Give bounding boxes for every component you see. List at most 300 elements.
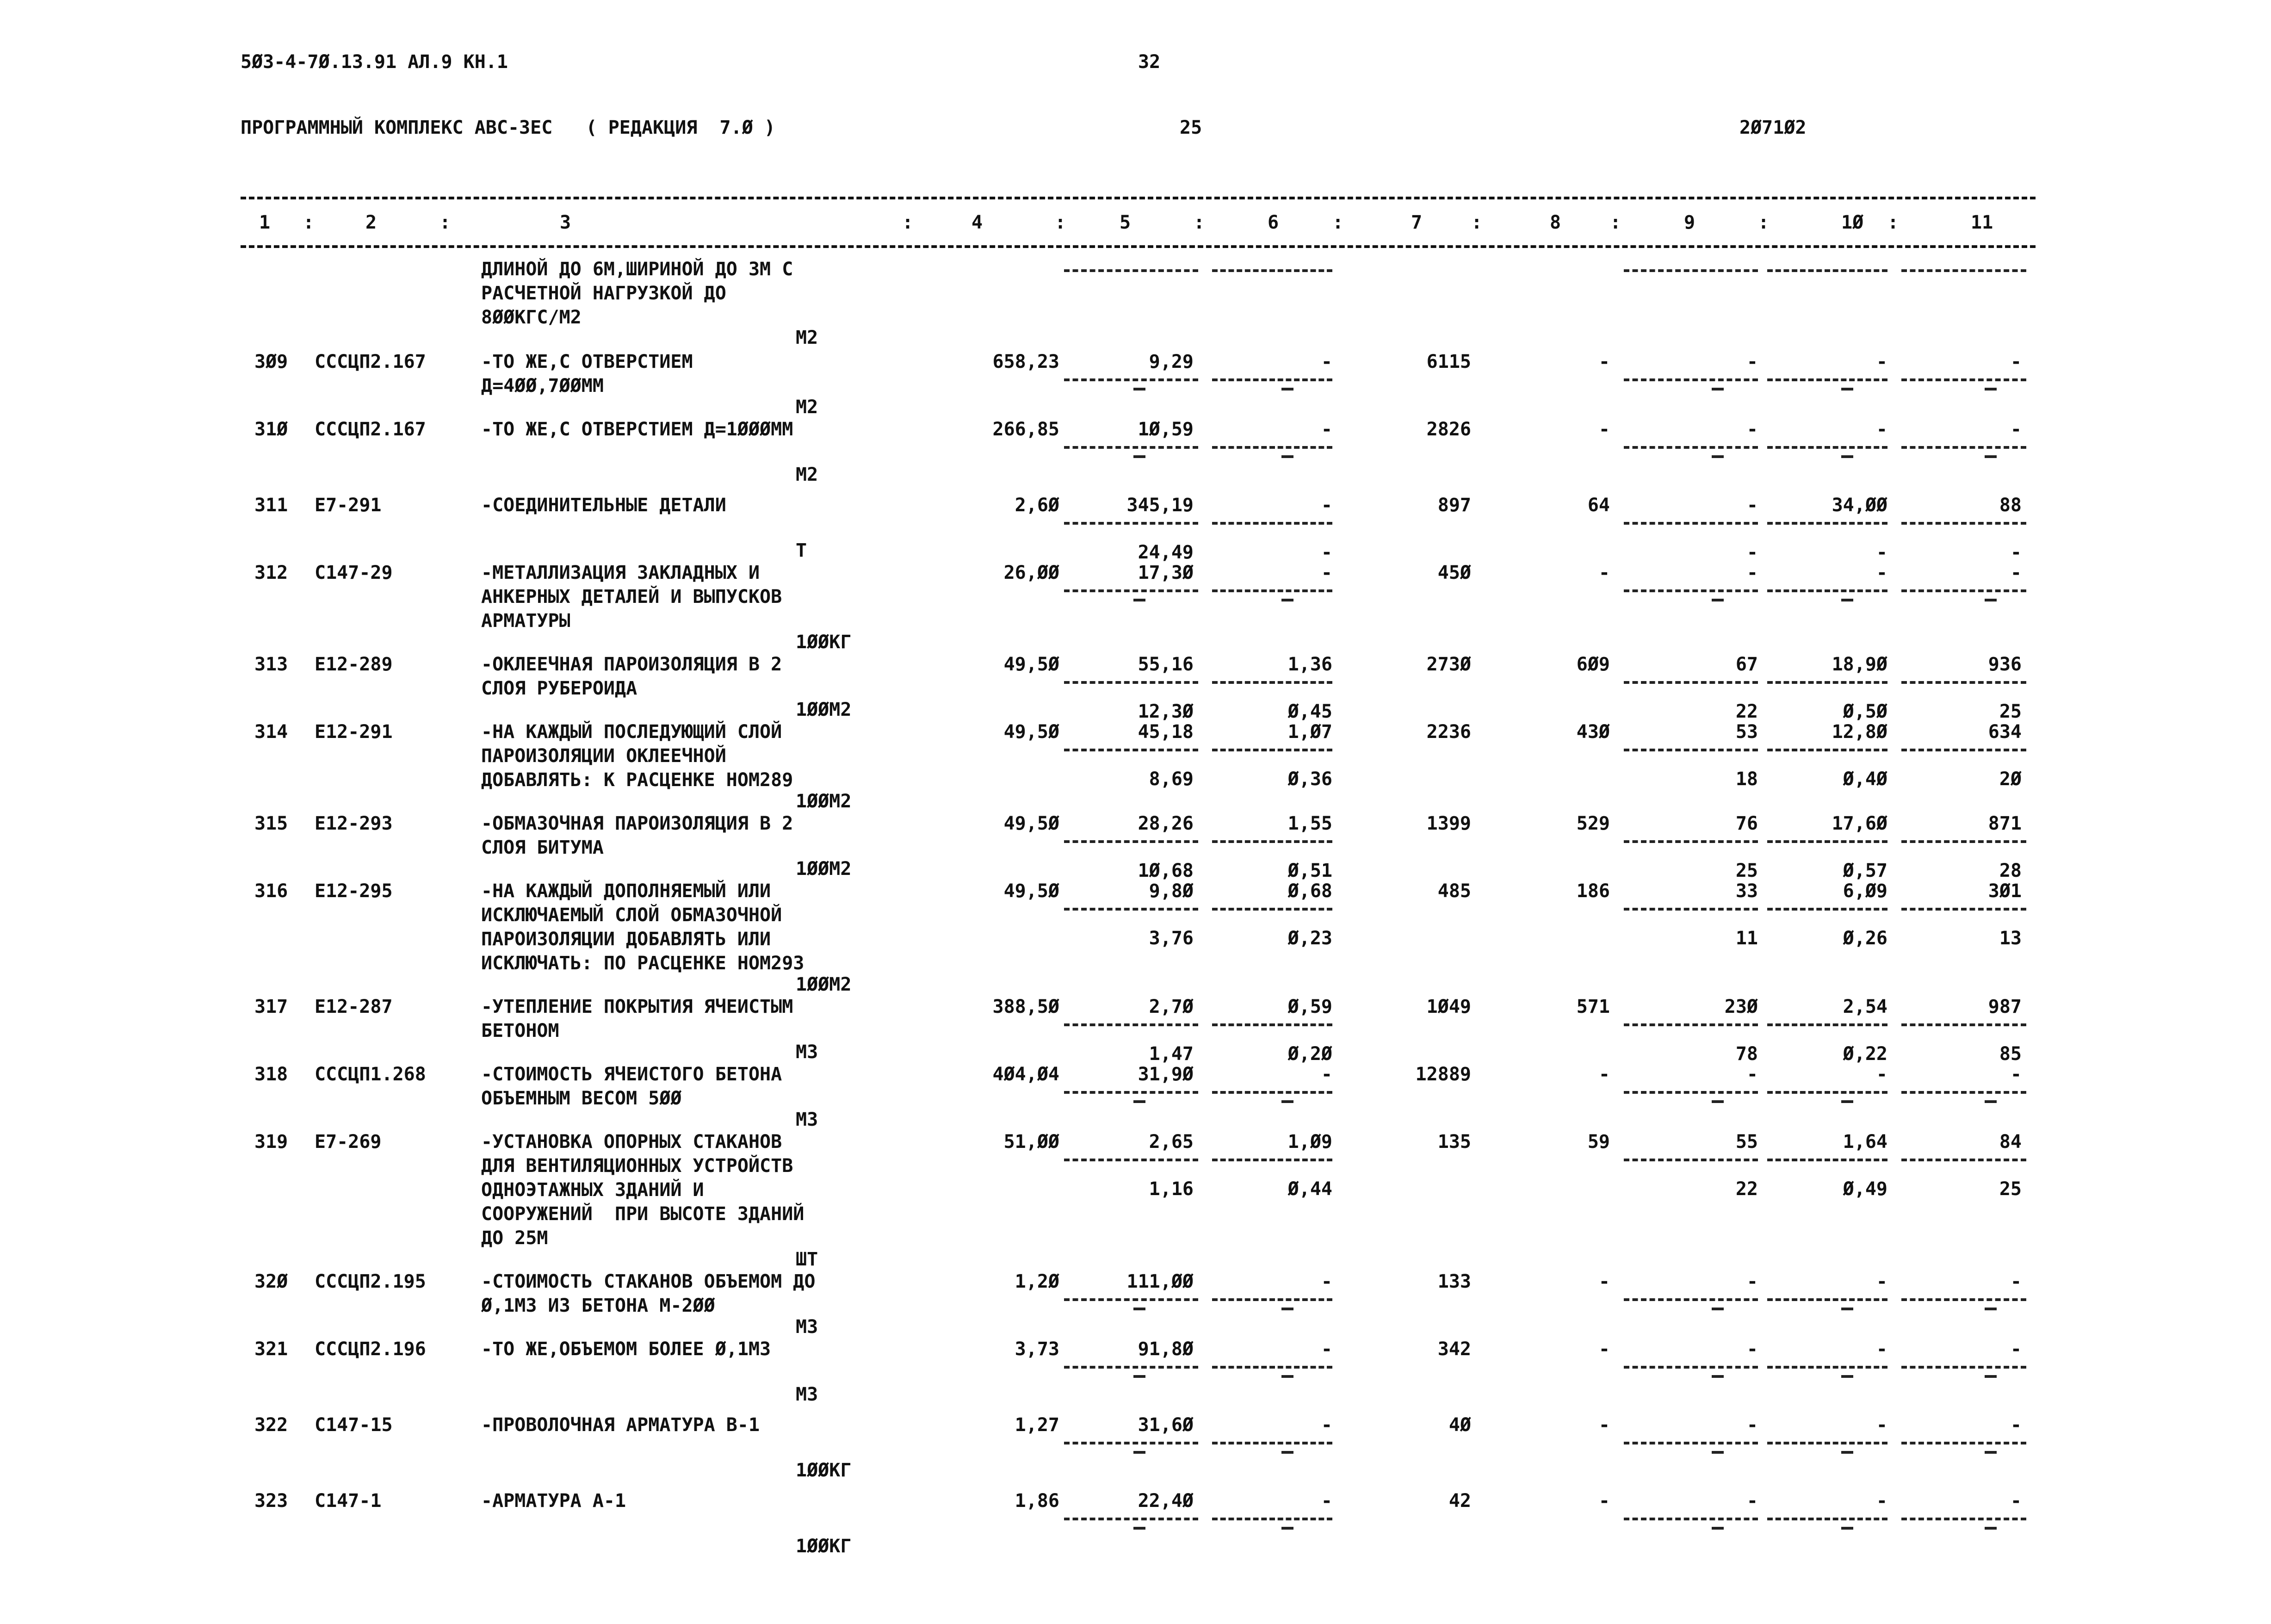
measure-unit: Т xyxy=(796,540,807,561)
unit-cost-value: 345,19 xyxy=(1126,495,1194,516)
measure-unit: 1ØØМ2 xyxy=(796,974,852,995)
work-description-line: Ø,1М3 ИЗ БЕТОНА М-2ØØ xyxy=(481,1295,715,1316)
column-header-7: 7 xyxy=(1411,212,1423,233)
labor-value: - xyxy=(1876,1339,1887,1360)
empty-value-marker xyxy=(1712,388,1724,391)
quantity-value: 266,85 xyxy=(992,419,1059,440)
machine-cost-value: - xyxy=(1746,1339,1758,1360)
unit-cost-machine-value: 1,47 xyxy=(1149,1043,1194,1065)
wages-value: 1,Ø7 xyxy=(1287,721,1332,743)
wages-machine-value: Ø,36 xyxy=(1287,769,1332,790)
quantity-value: 4Ø4,Ø4 xyxy=(992,1064,1059,1085)
quantity-value: 51,ØØ xyxy=(1003,1131,1059,1153)
subtotal-rule xyxy=(1767,522,1887,525)
column-header-9: 9 xyxy=(1684,212,1696,233)
work-description-line: -ОКЛЕЕЧНАЯ ПАРОИЗОЛЯЦИЯ В 2 xyxy=(481,654,782,675)
subtotal-rule xyxy=(1064,908,1198,911)
subtotal-rule xyxy=(1901,1091,2026,1094)
subtotal-rule xyxy=(1767,1442,1887,1444)
work-description-line: -ТО ЖЕ,ОБЪЕМОМ БОЛЕЕ Ø,1М3 xyxy=(481,1339,771,1360)
labor-total-value: 936 xyxy=(1988,654,2022,675)
subtotal-rule xyxy=(1624,681,1758,684)
labor-value: 17,6Ø xyxy=(1832,813,1887,834)
empty-value-marker xyxy=(1841,455,1853,458)
work-description-line: -ПРОВОЛОЧНАЯ АРМАТУРА В-1 xyxy=(481,1414,760,1436)
subtotal-rule xyxy=(1212,1298,1332,1301)
empty-value-marker xyxy=(1985,1308,1997,1310)
empty-value-marker xyxy=(1133,1527,1145,1530)
quantity-value: 49,5Ø xyxy=(1003,721,1059,743)
total-cost-value: 135 xyxy=(1437,1131,1471,1153)
sheet-number: 25 xyxy=(1180,117,1202,138)
subtotal-rule xyxy=(1767,1366,1887,1369)
price-code: С147-29 xyxy=(315,562,393,583)
empty-value-marker xyxy=(1841,1100,1853,1103)
price-code: СССЦП2.167 xyxy=(315,419,426,440)
labor-machine-value: Ø,49 xyxy=(1843,1178,1887,1200)
price-code: СССЦП2.195 xyxy=(315,1271,426,1292)
price-code: Е12-295 xyxy=(315,880,393,902)
labor-value: - xyxy=(1876,1414,1887,1436)
wages-value: - xyxy=(1321,1064,1332,1085)
labor-total-value: 84 xyxy=(1999,1131,2022,1153)
unit-cost-value: 1Ø,59 xyxy=(1138,419,1194,440)
column-header-11: 11 xyxy=(1971,212,1993,233)
labor-total-value: - xyxy=(2010,1064,2022,1085)
work-description-line: -УТЕПЛЕНИЕ ПОКРЫТИЯ ЯЧЕИСТЫМ xyxy=(481,996,793,1017)
labor-total-value: - xyxy=(2010,1271,2022,1292)
machine-wages-value: 78 xyxy=(1735,1043,1758,1065)
subtotal-rule xyxy=(1064,1366,1198,1369)
machine-cost-value: 23Ø xyxy=(1724,996,1758,1017)
labor-machine-value: Ø,26 xyxy=(1843,928,1887,949)
unit-cost-machine-value: 8,69 xyxy=(1149,769,1194,790)
continuation-description-line: РАСЧЕТНОЙ НАГРУЗКОЙ ДО xyxy=(481,283,726,304)
work-description-line: -НА КАЖДЫЙ ДОПОЛНЯЕМЫЙ ИЛИ xyxy=(481,880,771,902)
machine-cost-value: - xyxy=(1746,1064,1758,1085)
unit-cost-machine-value: 1,16 xyxy=(1149,1178,1194,1200)
measure-unit: 1ØØМ2 xyxy=(796,858,852,880)
quantity-value: 1,27 xyxy=(1015,1414,1059,1436)
subtotal-rule xyxy=(1624,1023,1758,1026)
empty-value-marker xyxy=(1712,1100,1724,1103)
subtotal-rule xyxy=(1767,446,1887,449)
work-description-line: СЛОЯ РУБЕРОИДА xyxy=(481,678,637,699)
labor-total-value: - xyxy=(2010,1490,2022,1512)
subtotal-rule xyxy=(1624,840,1758,843)
row-number: 311 xyxy=(254,495,288,516)
labor-machine-value: Ø,57 xyxy=(1843,860,1887,881)
empty-value-marker xyxy=(1281,1100,1293,1103)
labor-machine-total-value: 25 xyxy=(1999,1178,2022,1200)
subtotal-rule xyxy=(1624,1159,1758,1161)
quantity-value: 3,73 xyxy=(1015,1339,1059,1360)
document-code: 5Ø3-4-7Ø.13.91 АЛ.9 КН.1 xyxy=(241,51,508,73)
empty-value-marker xyxy=(1985,388,1997,391)
total-cost-value: 2826 xyxy=(1426,419,1471,440)
labor-total-value: - xyxy=(2010,562,2022,583)
subtotal-rule xyxy=(1624,1298,1758,1301)
labor-value: - xyxy=(1876,419,1887,440)
machine-cost-value: - xyxy=(1746,495,1758,516)
unit-cost-value: 22,4Ø xyxy=(1138,1490,1194,1512)
row-number: 318 xyxy=(254,1064,288,1085)
wages-value: - xyxy=(1321,419,1332,440)
subtotal-rule xyxy=(1064,378,1198,381)
empty-value-marker xyxy=(1712,1375,1724,1378)
subtotal-rule xyxy=(1767,378,1887,381)
wages-machine-value: Ø,44 xyxy=(1287,1178,1332,1200)
price-code: Е7-291 xyxy=(315,495,382,516)
empty-value-marker xyxy=(1281,388,1293,391)
work-description-line: ИСКЛЮЧАЕМЫЙ СЛОЙ ОБМАЗОЧНОЙ xyxy=(481,905,782,926)
total-wages-value: - xyxy=(1598,562,1610,583)
labor-machine-total-value: 85 xyxy=(1999,1043,2022,1065)
wages-machine-value: Ø,2Ø xyxy=(1287,1043,1332,1065)
subtotal-rule xyxy=(1212,378,1332,381)
labor-machine-total-value: - xyxy=(2010,542,2022,563)
total-wages-value: - xyxy=(1598,1490,1610,1512)
wages-machine-value: Ø,23 xyxy=(1287,928,1332,949)
unit-cost-value: 2,7Ø xyxy=(1149,996,1194,1017)
labor-value: 18,9Ø xyxy=(1832,654,1887,675)
subtotal-rule xyxy=(1901,1298,2026,1301)
continuation-description-line: 8ØØКГС/М2 xyxy=(481,307,582,328)
column-header-3: 3 xyxy=(560,212,571,233)
measure-unit: 1ØØКГ xyxy=(796,1536,852,1557)
subtotal-rule xyxy=(1064,1298,1198,1301)
subtotal-rule xyxy=(1624,589,1758,592)
quantity-value: 26,ØØ xyxy=(1003,562,1059,583)
empty-value-marker xyxy=(1133,455,1145,458)
measure-unit: ШТ xyxy=(796,1249,818,1270)
machine-cost-value: - xyxy=(1746,1414,1758,1436)
column-header-6: 6 xyxy=(1268,212,1279,233)
labor-total-value: 987 xyxy=(1988,996,2022,1017)
column-header-1: 1 xyxy=(259,212,271,233)
machine-cost-value: 76 xyxy=(1735,813,1758,834)
row-number: 321 xyxy=(254,1339,288,1360)
unit-cost-value: 55,16 xyxy=(1138,654,1194,675)
subtotal-rule xyxy=(1212,1366,1332,1369)
labor-total-value: 88 xyxy=(1999,495,2022,516)
subtotal-rule xyxy=(1212,446,1332,449)
empty-value-marker xyxy=(1133,599,1145,601)
machine-cost-value: 33 xyxy=(1735,880,1758,902)
subtotal-rule xyxy=(1212,908,1332,911)
subtotal-rule xyxy=(1767,1159,1887,1161)
quantity-value: 388,5Ø xyxy=(992,996,1059,1017)
column-separator: : xyxy=(1758,212,1770,233)
machine-cost-value: - xyxy=(1746,351,1758,372)
work-description-line: ДОБАВЛЯТЬ: К РАСЦЕНКЕ НОМ289 xyxy=(481,769,793,791)
unit-cost-value: 17,3Ø xyxy=(1138,562,1194,583)
quantity-value: 1,86 xyxy=(1015,1490,1059,1512)
row-number: 312 xyxy=(254,562,288,583)
subtotal-rule xyxy=(1624,269,1758,272)
total-wages-value: - xyxy=(1598,1271,1610,1292)
work-description-line: АРМАТУРЫ xyxy=(481,610,570,632)
total-wages-value: 43Ø xyxy=(1576,721,1610,743)
column-header-10: 1Ø xyxy=(1841,212,1864,233)
subtotal-rule xyxy=(1064,749,1198,751)
subtotal-rule xyxy=(1624,1442,1758,1444)
labor-machine-value: Ø,5Ø xyxy=(1843,701,1887,722)
subtotal-rule xyxy=(1212,1159,1332,1161)
price-code: Е12-291 xyxy=(315,721,393,743)
unit-cost-machine-value: 12,3Ø xyxy=(1138,701,1194,722)
labor-machine-value: Ø,22 xyxy=(1843,1043,1887,1065)
subtotal-rule xyxy=(1767,1023,1887,1026)
labor-value: - xyxy=(1876,1490,1887,1512)
row-number: 314 xyxy=(254,721,288,743)
work-description-line: ДО 25М xyxy=(481,1227,548,1249)
subtotal-rule xyxy=(1901,749,2026,751)
quantity-value: 1,2Ø xyxy=(1015,1271,1059,1292)
subtotal-rule xyxy=(1901,1366,2026,1369)
wages-value: - xyxy=(1321,562,1332,583)
subtotal-rule xyxy=(1901,1023,2026,1026)
price-code: СССЦП1.268 xyxy=(315,1064,426,1085)
subtotal-rule xyxy=(1064,840,1198,843)
empty-value-marker xyxy=(1712,1451,1724,1454)
labor-machine-total-value: 25 xyxy=(1999,701,2022,722)
price-code: Е12-293 xyxy=(315,813,393,834)
subtotal-rule xyxy=(1212,1442,1332,1444)
total-cost-value: 1Ø49 xyxy=(1426,996,1471,1017)
measure-unit: М3 xyxy=(796,1041,818,1063)
page-number: 32 xyxy=(1138,51,1161,73)
subtotal-rule xyxy=(1624,522,1758,525)
subtotal-rule xyxy=(1624,1518,1758,1520)
labor-total-value: - xyxy=(2010,351,2022,372)
wages-value: 1,36 xyxy=(1287,654,1332,675)
work-description-line: ОБЪЕМНЫМ ВЕСОМ 5ØØ xyxy=(481,1088,682,1109)
subtotal-rule xyxy=(1064,1023,1198,1026)
continuation-description-line: ДЛИНОЙ ДО 6М,ШИРИНОЙ ДО 3М С xyxy=(481,259,793,280)
subtotal-rule xyxy=(1901,681,2026,684)
column-separator: : xyxy=(1471,212,1483,233)
subtotal-rule xyxy=(1064,522,1198,525)
subtotal-rule xyxy=(1901,446,2026,449)
empty-value-marker xyxy=(1712,1527,1724,1530)
labor-machine-total-value: 2Ø xyxy=(1999,769,2022,790)
wages-value: - xyxy=(1321,1414,1332,1436)
quantity-value: 49,5Ø xyxy=(1003,654,1059,675)
row-number: 319 xyxy=(254,1131,288,1153)
total-cost-value: 342 xyxy=(1437,1339,1471,1360)
work-description-line: СООРУЖЕНИЙ ПРИ ВЫСОТЕ ЗДАНИЙ xyxy=(481,1203,804,1225)
empty-value-marker xyxy=(1133,1451,1145,1454)
measure-unit: М2 xyxy=(796,464,818,485)
subtotal-rule xyxy=(1212,269,1332,272)
price-code: С147-1 xyxy=(315,1490,382,1512)
subtotal-rule xyxy=(1901,1518,2026,1520)
total-wages-value: - xyxy=(1598,1064,1610,1085)
wages-value: - xyxy=(1321,495,1332,516)
work-description-line: ПАРОИЗОЛЯЦИИ ДОБАВЛЯТЬ ИЛИ xyxy=(481,929,771,950)
total-wages-value: - xyxy=(1598,419,1610,440)
subtotal-rule xyxy=(1064,1442,1198,1444)
column-separator: : xyxy=(1887,212,1899,233)
total-cost-value: 1399 xyxy=(1426,813,1471,834)
wages-value: - xyxy=(1321,1271,1332,1292)
unit-cost-value: 111,ØØ xyxy=(1126,1271,1194,1292)
machine-wages-value: 11 xyxy=(1735,928,1758,949)
measure-unit: 1ØØМ2 xyxy=(796,699,852,720)
subtotal-rule xyxy=(1212,522,1332,525)
measure-unit: 1ØØКГ xyxy=(796,1460,852,1481)
wages-value: 1,55 xyxy=(1287,813,1332,834)
wages-machine-value: Ø,51 xyxy=(1287,860,1332,881)
work-description-line: -НА КАЖДЫЙ ПОСЛЕДУЮЩИЙ СЛОЙ xyxy=(481,721,782,743)
subtotal-rule xyxy=(1212,681,1332,684)
labor-machine-value: Ø,4Ø xyxy=(1843,769,1887,790)
column-separator: : xyxy=(439,212,451,233)
subtotal-rule xyxy=(1624,749,1758,751)
work-description-line: -УСТАНОВКА ОПОРНЫХ СТАКАНОВ xyxy=(481,1131,782,1153)
measure-unit: М3 xyxy=(796,1316,818,1338)
subtotal-rule xyxy=(1901,522,2026,525)
empty-value-marker xyxy=(1841,1451,1853,1454)
subtotal-rule xyxy=(1767,1298,1887,1301)
subtotal-rule xyxy=(1064,269,1198,272)
labor-total-value: 871 xyxy=(1988,813,2022,834)
subtotal-rule xyxy=(1767,840,1887,843)
machine-wages-value: 25 xyxy=(1735,860,1758,881)
wages-value: - xyxy=(1321,1490,1332,1512)
empty-value-marker xyxy=(1712,455,1724,458)
labor-value: 12,8Ø xyxy=(1832,721,1887,743)
price-code: СССЦП2.196 xyxy=(315,1339,426,1360)
empty-value-marker xyxy=(1985,1100,1997,1103)
row-number: 322 xyxy=(254,1414,288,1436)
empty-value-marker xyxy=(1281,1375,1293,1378)
subtotal-rule xyxy=(1767,589,1887,592)
wages-value: Ø,59 xyxy=(1287,996,1332,1017)
program-title: ПРОГРАММНЫЙ КОМПЛЕКС АВС-3ЕС ( РЕДАКЦИЯ 7.Ø ) xyxy=(241,117,775,138)
empty-value-marker xyxy=(1281,455,1293,458)
labor-machine-total-value: 28 xyxy=(1999,860,2022,881)
empty-value-marker xyxy=(1281,1308,1293,1310)
subtotal-rule xyxy=(1064,446,1198,449)
work-description-line: -ТО ЖЕ,С ОТВЕРСТИЕМ xyxy=(481,351,693,372)
subtotal-rule xyxy=(1901,1159,2026,1161)
subtotal-rule xyxy=(1212,840,1332,843)
unit-cost-machine-value: 3,76 xyxy=(1149,928,1194,949)
empty-value-marker xyxy=(1281,599,1293,601)
total-cost-value: 45Ø xyxy=(1437,562,1471,583)
column-separator: : xyxy=(1194,212,1205,233)
empty-value-marker xyxy=(1985,1375,1997,1378)
subtotal-rule xyxy=(1064,1159,1198,1161)
price-code: С147-15 xyxy=(315,1414,393,1436)
price-code: Е7-269 xyxy=(315,1131,382,1153)
document-number: 2Ø71Ø2 xyxy=(1739,117,1807,138)
subtotal-rule xyxy=(1624,908,1758,911)
empty-value-marker xyxy=(1841,1527,1853,1530)
subtotal-rule xyxy=(1767,1518,1887,1520)
total-wages-value: 59 xyxy=(1587,1131,1610,1153)
table-header-rule xyxy=(241,245,2036,248)
work-description-line: Д=4ØØ,7ØØММ xyxy=(481,375,604,397)
wages-value: - xyxy=(1321,351,1332,372)
price-code: Е12-289 xyxy=(315,654,393,675)
column-separator: : xyxy=(1610,212,1621,233)
empty-value-marker xyxy=(1841,388,1853,391)
column-separator: : xyxy=(303,212,315,233)
column-separator: : xyxy=(1055,212,1066,233)
subtotal-rule xyxy=(1901,908,2026,911)
subtotal-rule xyxy=(1624,1366,1758,1369)
empty-value-marker xyxy=(1841,599,1853,601)
quantity-value: 49,5Ø xyxy=(1003,880,1059,902)
subtotal-rule xyxy=(1064,1518,1198,1520)
total-wages-value: 529 xyxy=(1576,813,1610,834)
unit-cost-value: 31,9Ø xyxy=(1138,1064,1194,1085)
subtotal-rule xyxy=(1624,1091,1758,1094)
total-wages-value: - xyxy=(1598,351,1610,372)
unit-cost-value: 2,65 xyxy=(1149,1131,1194,1153)
subtotal-rule xyxy=(1767,908,1887,911)
machine-cost-value: 55 xyxy=(1735,1131,1758,1153)
wages-machine-value: - xyxy=(1321,542,1332,563)
total-cost-value: 485 xyxy=(1437,880,1471,902)
subtotal-rule xyxy=(1064,1091,1198,1094)
subtotal-rule xyxy=(1064,589,1198,592)
unit-cost-value: 9,8Ø xyxy=(1149,880,1194,902)
price-code: СССЦП2.167 xyxy=(315,351,426,372)
row-number: 313 xyxy=(254,654,288,675)
labor-total-value: 634 xyxy=(1988,721,2022,743)
total-cost-value: 273Ø xyxy=(1426,654,1471,675)
subtotal-rule xyxy=(1624,446,1758,449)
total-cost-value: 133 xyxy=(1437,1271,1471,1292)
unit-cost-value: 28,26 xyxy=(1138,813,1194,834)
total-wages-value: - xyxy=(1598,1339,1610,1360)
wages-value: 1,Ø9 xyxy=(1287,1131,1332,1153)
subtotal-rule xyxy=(1767,749,1887,751)
unit-cost-value: 91,8Ø xyxy=(1138,1339,1194,1360)
row-number: 31Ø xyxy=(254,419,288,440)
column-header-5: 5 xyxy=(1120,212,1131,233)
subtotal-rule xyxy=(1212,1518,1332,1520)
subtotal-rule xyxy=(1901,378,2026,381)
subtotal-rule xyxy=(1901,1442,2026,1444)
labor-value: 34,ØØ xyxy=(1832,495,1887,516)
work-description-line: ПАРОИЗОЛЯЦИИ ОКЛЕЕЧНОЙ xyxy=(481,745,726,767)
empty-value-marker xyxy=(1985,1527,1997,1530)
machine-wages-value: - xyxy=(1746,542,1758,563)
labor-total-value: - xyxy=(2010,419,2022,440)
total-cost-value: 897 xyxy=(1437,495,1471,516)
labor-total-value: - xyxy=(2010,1414,2022,1436)
machine-cost-value: - xyxy=(1746,562,1758,583)
subtotal-rule xyxy=(1767,269,1887,272)
work-description-line: -СОЕДИНИТЕЛЬНЫЕ ДЕТАЛИ xyxy=(481,495,726,516)
measure-unit: 1ØØКГ xyxy=(796,632,852,653)
empty-value-marker xyxy=(1712,599,1724,601)
table-top-rule xyxy=(241,197,2036,199)
total-wages-value: 571 xyxy=(1576,996,1610,1017)
labor-machine-total-value: 13 xyxy=(1999,928,2022,949)
labor-total-value: 3Ø1 xyxy=(1988,880,2022,902)
empty-value-marker xyxy=(1281,1527,1293,1530)
unit-cost-machine-value: 24,49 xyxy=(1138,542,1194,563)
subtotal-rule xyxy=(1901,840,2026,843)
machine-wages-value: 22 xyxy=(1735,1178,1758,1200)
subtotal-rule xyxy=(1767,681,1887,684)
